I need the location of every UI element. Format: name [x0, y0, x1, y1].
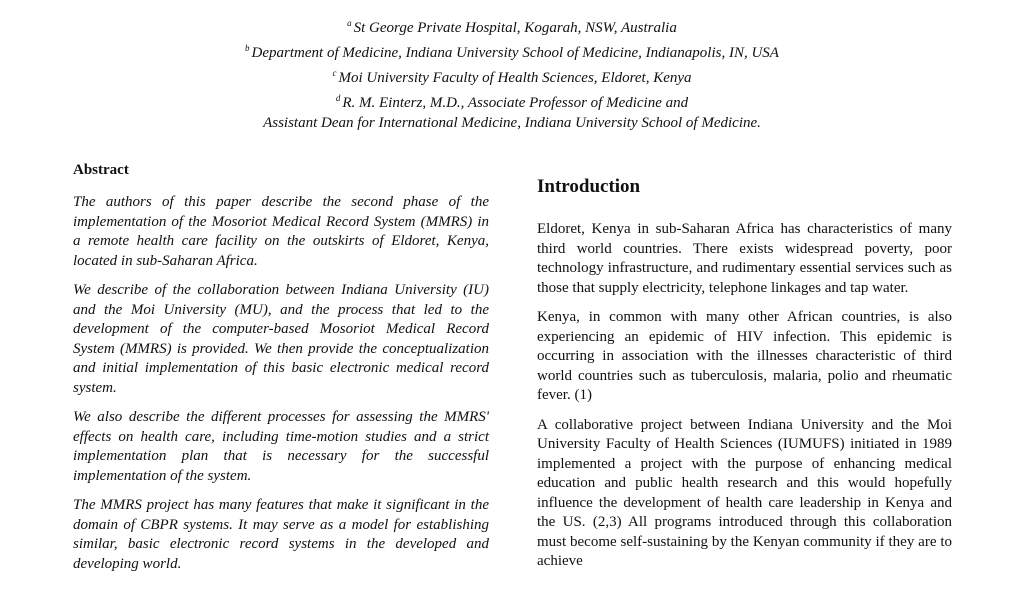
introduction-paragraph: A collaborative project between Indiana University and the Moi University Faculty of Health Sciences (IUMUFS) initiated in 1989 implemented a project with the purpose of enhancing medical education and public health research and this would hopefully influence the development of health care leadership in Kenya and the US. (2,3) All programs introduced through this collaboration must become self-sustaining by the Kenyan community if they are to achieve: [537, 416, 952, 569]
affiliations: [0, 13, 1024, 133]
introduction-paragraph: Kenya, in common with many other African countries, is also experiencing an epidemic of HIV infection. This epidemic is occurring in association with the illnesses characteristic of third world countries such as tuberculosis, malaria, polio and rheumatic fever. (1): [537, 309, 952, 403]
affiliation-line: [0, 63, 1024, 88]
abstract-heading: Abstract: [73, 162, 129, 178]
affiliation-text: Moi University Faculty of Health Sciences, Eldoret, Kenya: [338, 70, 692, 86]
affiliation-marker: d: [335, 93, 341, 103]
affiliation-marker: c: [332, 68, 337, 78]
affiliation-text: R. M. Einterz, M.D., Associate Professor of Medicine and: [342, 95, 689, 111]
affiliation-line: [0, 13, 1024, 38]
affiliation-text: St George Private Hospital, Kogarah, NSW, Australia: [353, 20, 677, 36]
affiliation-text: Department of Medicine, Indiana University School of Medicine, Indianapolis, IN, USA: [251, 45, 779, 61]
abstract-section: [73, 161, 489, 584]
affiliation-line: [0, 38, 1024, 63]
abstract-paragraph: The MMRS project has many features that make it significant in the domain of CBPR systems. It may serve as a model for establishing similar, basic electronic record systems in the developed and developing world.: [73, 497, 489, 572]
affiliation-marker: a: [347, 18, 352, 28]
introduction-section: [537, 176, 952, 582]
affiliation-line: [0, 113, 1024, 133]
introduction-heading: Introduction: [537, 176, 641, 197]
abstract-paragraph: The authors of this paper describe the second phase of the implementation of the Mosoriot Medical Record System (MMRS) in a remote health care facility on the outskirts of Eldoret, Kenya, located in sub-Saharan Africa.: [73, 194, 489, 269]
introduction-paragraph: Eldoret, Kenya in sub-Saharan Africa has characteristics of many third world countries. There exists widespread poverty, poor technology infrastructure, and rudimentary essential services such as those that supply electricity, telephone linkages and tap water.: [537, 221, 952, 296]
affiliation-line: [0, 88, 1024, 113]
affiliation-text: Assistant Dean for International Medicine, Indiana University School of Medicine.: [263, 115, 761, 131]
abstract-paragraph: We describe of the collaboration between Indiana University (IU) and the Moi University (MU), and the process that led to the development of the computer-based Mosoriot Medical Record System (MMRS) is provided. We then provide the conceptualization and initial implementation of this basic electronic medical record system.: [73, 282, 489, 396]
abstract-paragraph: We also describe the different processes for assessing the MMRS' effects on health care, including time-motion studies and a strict implementation plan that is necessary for the successful implementation of the system.: [73, 409, 489, 484]
affiliation-marker: b: [245, 43, 250, 53]
